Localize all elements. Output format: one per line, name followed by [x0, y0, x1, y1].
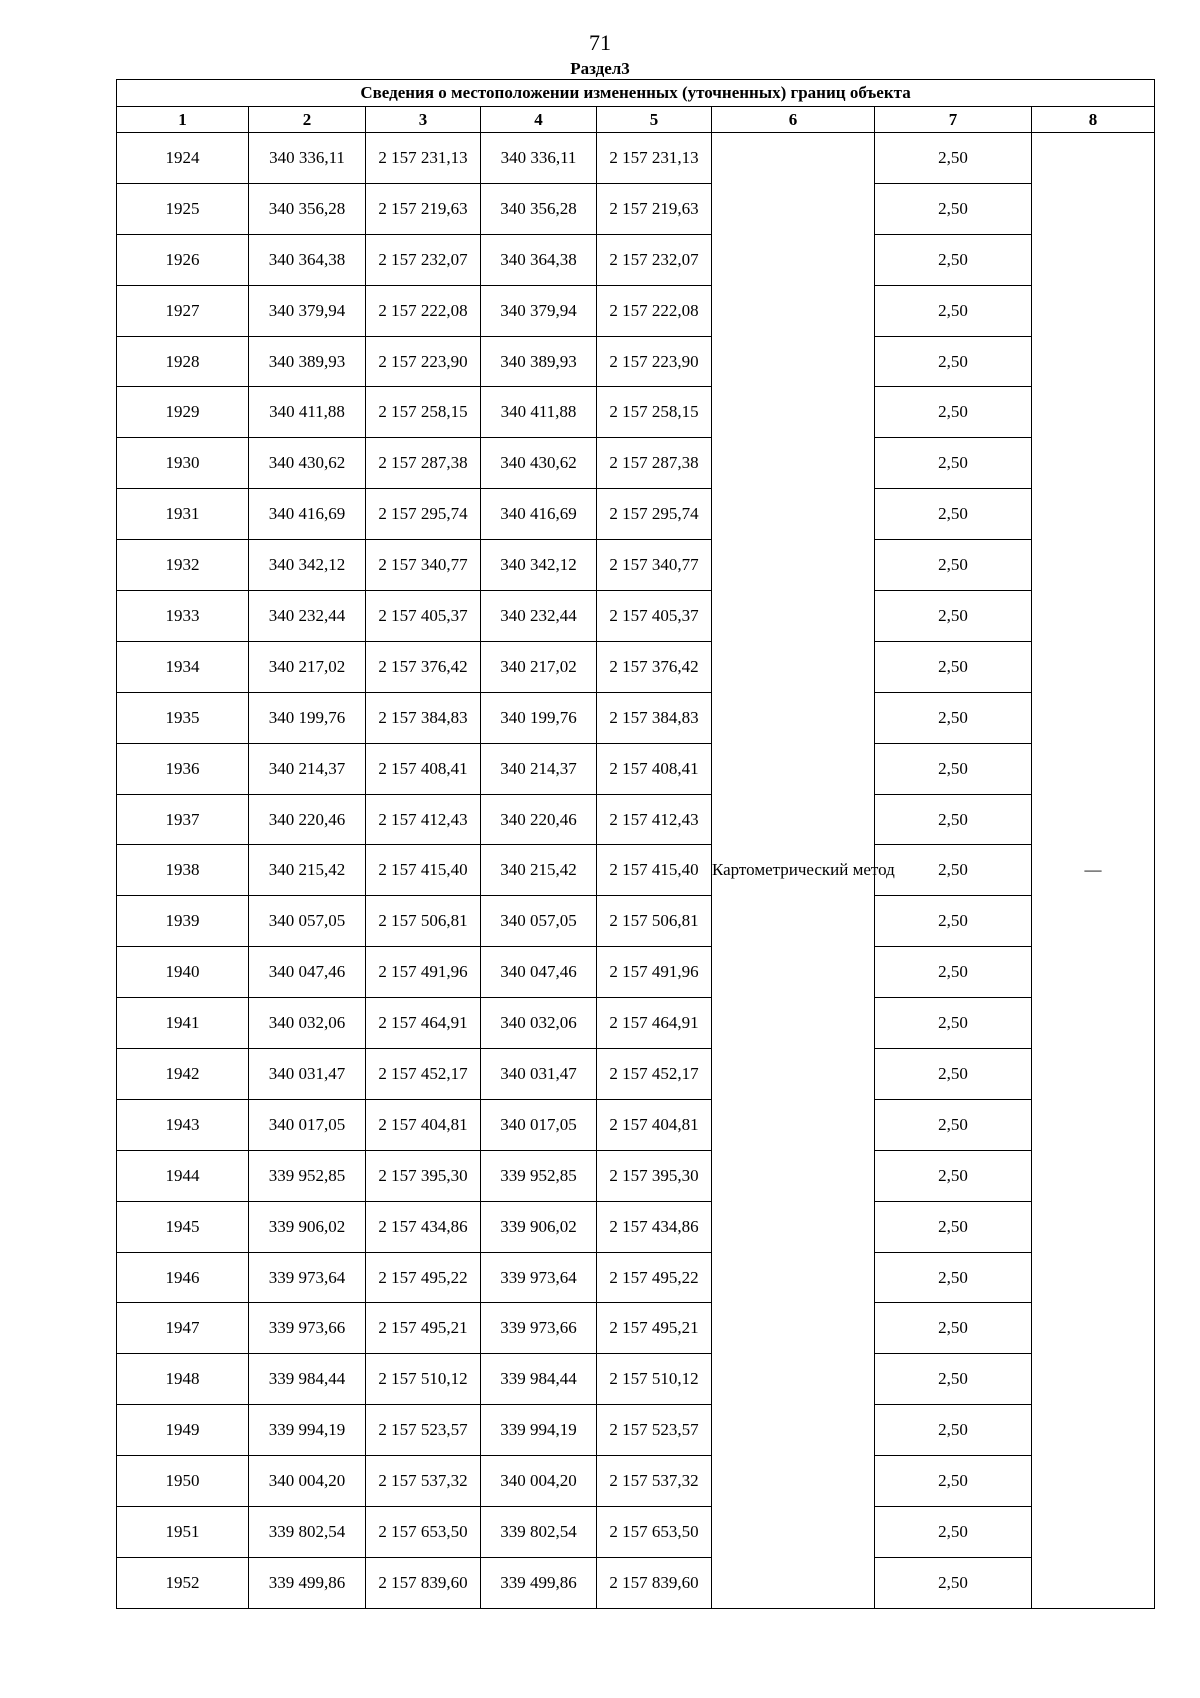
table-row — [117, 234, 1155, 285]
x-new-cell: 339 973,64 — [481, 1252, 597, 1303]
column-number: 8 — [1032, 107, 1155, 133]
y-old-cell: 2 157 395,30 — [366, 1150, 481, 1201]
x-new-cell: 339 499,86 — [481, 1557, 597, 1608]
point-number-cell: 1924 — [117, 133, 249, 184]
table-row — [117, 641, 1155, 692]
point-number-cell: 1947 — [117, 1303, 249, 1354]
y-new-cell: 2 157 434,86 — [597, 1201, 712, 1252]
x-old-cell: 340 389,93 — [249, 336, 366, 387]
x-new-cell: 340 199,76 — [481, 692, 597, 743]
point-number-cell: 1945 — [117, 1201, 249, 1252]
table-row — [117, 489, 1155, 540]
accuracy-cell: 2,50 — [875, 591, 1032, 642]
column-number: 2 — [249, 107, 366, 133]
point-number-cell: 1950 — [117, 1456, 249, 1507]
table-row — [117, 1049, 1155, 1100]
x-old-cell: 340 215,42 — [249, 845, 366, 896]
table-row — [117, 998, 1155, 1049]
x-old-cell: 339 952,85 — [249, 1150, 366, 1201]
y-new-cell: 2 157 222,08 — [597, 285, 712, 336]
table-row — [117, 845, 1155, 896]
x-old-cell: 339 973,64 — [249, 1252, 366, 1303]
point-number-cell: 1942 — [117, 1049, 249, 1100]
y-old-cell: 2 157 412,43 — [366, 794, 481, 845]
accuracy-cell: 2,50 — [875, 1252, 1032, 1303]
table-row — [117, 591, 1155, 642]
y-new-cell: 2 157 653,50 — [597, 1507, 712, 1558]
y-new-cell: 2 157 395,30 — [597, 1150, 712, 1201]
y-new-cell: 2 157 405,37 — [597, 591, 712, 642]
note-cell: — — [1032, 133, 1155, 1609]
x-new-cell: 340 416,69 — [481, 489, 597, 540]
x-new-cell: 340 031,47 — [481, 1049, 597, 1100]
accuracy-cell: 2,50 — [875, 336, 1032, 387]
y-old-cell: 2 157 340,77 — [366, 540, 481, 591]
y-old-cell: 2 157 415,40 — [366, 845, 481, 896]
y-new-cell: 2 157 408,41 — [597, 743, 712, 794]
y-old-cell: 2 157 232,07 — [366, 234, 481, 285]
x-old-cell: 340 217,02 — [249, 641, 366, 692]
y-old-cell: 2 157 222,08 — [366, 285, 481, 336]
accuracy-cell: 2,50 — [875, 387, 1032, 438]
x-new-cell: 340 364,38 — [481, 234, 597, 285]
table-row — [117, 1303, 1155, 1354]
y-new-cell: 2 157 452,17 — [597, 1049, 712, 1100]
y-old-cell: 2 157 219,63 — [366, 183, 481, 234]
x-new-cell: 339 952,85 — [481, 1150, 597, 1201]
point-number-cell: 1936 — [117, 743, 249, 794]
table-row — [117, 1252, 1155, 1303]
y-old-cell: 2 157 404,81 — [366, 1099, 481, 1150]
point-number-cell: 1948 — [117, 1354, 249, 1405]
y-new-cell: 2 157 415,40 — [597, 845, 712, 896]
table-row — [117, 285, 1155, 336]
point-number-cell: 1929 — [117, 387, 249, 438]
table-row — [117, 896, 1155, 947]
point-number-cell: 1944 — [117, 1150, 249, 1201]
y-new-cell: 2 157 839,60 — [597, 1557, 712, 1608]
y-old-cell: 2 157 506,81 — [366, 896, 481, 947]
accuracy-cell: 2,50 — [875, 285, 1032, 336]
y-new-cell: 2 157 295,74 — [597, 489, 712, 540]
point-number-cell: 1927 — [117, 285, 249, 336]
accuracy-cell: 2,50 — [875, 794, 1032, 845]
column-number: 5 — [597, 107, 712, 133]
x-new-cell: 339 994,19 — [481, 1405, 597, 1456]
table-row — [117, 1201, 1155, 1252]
x-old-cell: 340 430,62 — [249, 438, 366, 489]
x-old-cell: 339 984,44 — [249, 1354, 366, 1405]
accuracy-cell: 2,50 — [875, 438, 1032, 489]
point-number-cell: 1926 — [117, 234, 249, 285]
table-row — [117, 947, 1155, 998]
table-row — [117, 1405, 1155, 1456]
point-number-cell: 1949 — [117, 1405, 249, 1456]
x-new-cell: 340 217,02 — [481, 641, 597, 692]
x-new-cell: 340 047,46 — [481, 947, 597, 998]
y-new-cell: 2 157 223,90 — [597, 336, 712, 387]
accuracy-cell: 2,50 — [875, 1049, 1032, 1100]
accuracy-cell: 2,50 — [875, 133, 1032, 184]
accuracy-cell: 2,50 — [875, 896, 1032, 947]
y-new-cell: 2 157 495,21 — [597, 1303, 712, 1354]
column-number: 6 — [712, 107, 875, 133]
x-new-cell: 339 802,54 — [481, 1507, 597, 1558]
table-caption: Сведения о местоположении измененных (уточненных) границ объекта — [117, 80, 1155, 107]
y-old-cell: 2 157 510,12 — [366, 1354, 481, 1405]
table-row — [117, 1150, 1155, 1201]
y-old-cell: 2 157 287,38 — [366, 438, 481, 489]
x-old-cell: 340 032,06 — [249, 998, 366, 1049]
boundary-coordinates-table — [116, 79, 1155, 1609]
y-new-cell: 2 157 491,96 — [597, 947, 712, 998]
y-new-cell: 2 157 523,57 — [597, 1405, 712, 1456]
x-old-cell: 340 031,47 — [249, 1049, 366, 1100]
y-new-cell: 2 157 287,38 — [597, 438, 712, 489]
x-old-cell: 340 199,76 — [249, 692, 366, 743]
y-old-cell: 2 157 258,15 — [366, 387, 481, 438]
page-number: 71 — [589, 30, 611, 55]
x-new-cell: 340 389,93 — [481, 336, 597, 387]
x-old-cell: 340 364,38 — [249, 234, 366, 285]
y-old-cell: 2 157 464,91 — [366, 998, 481, 1049]
accuracy-cell: 2,50 — [875, 1557, 1032, 1608]
section-title: Раздел3 — [570, 59, 630, 78]
column-number: 4 — [481, 107, 597, 133]
y-new-cell: 2 157 219,63 — [597, 183, 712, 234]
accuracy-cell: 2,50 — [875, 489, 1032, 540]
column-number: 3 — [366, 107, 481, 133]
x-new-cell: 340 057,05 — [481, 896, 597, 947]
x-old-cell: 340 017,05 — [249, 1099, 366, 1150]
accuracy-cell: 2,50 — [875, 183, 1032, 234]
x-old-cell: 340 004,20 — [249, 1456, 366, 1507]
x-old-cell: 340 214,37 — [249, 743, 366, 794]
y-new-cell: 2 157 506,81 — [597, 896, 712, 947]
point-number-cell: 1952 — [117, 1557, 249, 1608]
point-number-cell: 1931 — [117, 489, 249, 540]
y-old-cell: 2 157 653,50 — [366, 1507, 481, 1558]
x-old-cell: 339 994,19 — [249, 1405, 366, 1456]
accuracy-cell: 2,50 — [875, 540, 1032, 591]
column-number: 1 — [117, 107, 249, 133]
accuracy-cell: 2,50 — [875, 692, 1032, 743]
y-old-cell: 2 157 223,90 — [366, 336, 481, 387]
y-old-cell: 2 157 491,96 — [366, 947, 481, 998]
x-new-cell: 340 032,06 — [481, 998, 597, 1049]
x-new-cell: 340 411,88 — [481, 387, 597, 438]
point-number-cell: 1940 — [117, 947, 249, 998]
table-row — [117, 133, 1155, 184]
x-old-cell: 339 973,66 — [249, 1303, 366, 1354]
y-new-cell: 2 157 495,22 — [597, 1252, 712, 1303]
x-new-cell: 340 336,11 — [481, 133, 597, 184]
x-old-cell: 340 220,46 — [249, 794, 366, 845]
y-old-cell: 2 157 376,42 — [366, 641, 481, 692]
x-old-cell: 340 356,28 — [249, 183, 366, 234]
x-new-cell: 339 984,44 — [481, 1354, 597, 1405]
accuracy-cell: 2,50 — [875, 1456, 1032, 1507]
x-new-cell: 340 215,42 — [481, 845, 597, 896]
x-old-cell: 340 057,05 — [249, 896, 366, 947]
x-old-cell: 339 499,86 — [249, 1557, 366, 1608]
point-number-cell: 1932 — [117, 540, 249, 591]
y-old-cell: 2 157 495,21 — [366, 1303, 481, 1354]
column-number-row — [117, 107, 1155, 133]
table-row — [117, 692, 1155, 743]
accuracy-cell: 2,50 — [875, 998, 1032, 1049]
y-new-cell: 2 157 384,83 — [597, 692, 712, 743]
point-number-cell: 1937 — [117, 794, 249, 845]
y-old-cell: 2 157 408,41 — [366, 743, 481, 794]
table-row — [117, 540, 1155, 591]
accuracy-cell: 2,50 — [875, 234, 1032, 285]
x-new-cell: 340 004,20 — [481, 1456, 597, 1507]
table-row — [117, 1456, 1155, 1507]
y-new-cell: 2 157 232,07 — [597, 234, 712, 285]
y-old-cell: 2 157 452,17 — [366, 1049, 481, 1100]
table-row — [117, 1557, 1155, 1608]
point-number-cell: 1930 — [117, 438, 249, 489]
y-old-cell: 2 157 495,22 — [366, 1252, 481, 1303]
accuracy-cell: 2,50 — [875, 1405, 1032, 1456]
method-cell: Картометрический метод — [712, 133, 875, 1609]
accuracy-cell: 2,50 — [875, 1099, 1032, 1150]
x-new-cell: 340 232,44 — [481, 591, 597, 642]
x-old-cell: 340 047,46 — [249, 947, 366, 998]
point-number-cell: 1935 — [117, 692, 249, 743]
table-row — [117, 1354, 1155, 1405]
table-row — [117, 794, 1155, 845]
y-old-cell: 2 157 839,60 — [366, 1557, 481, 1608]
y-old-cell: 2 157 384,83 — [366, 692, 481, 743]
x-old-cell: 339 906,02 — [249, 1201, 366, 1252]
y-new-cell: 2 157 340,77 — [597, 540, 712, 591]
table-row — [117, 438, 1155, 489]
x-old-cell: 339 802,54 — [249, 1507, 366, 1558]
column-number: 7 — [875, 107, 1032, 133]
accuracy-cell: 2,50 — [875, 641, 1032, 692]
table-row — [117, 743, 1155, 794]
accuracy-cell: 2,50 — [875, 1303, 1032, 1354]
y-new-cell: 2 157 376,42 — [597, 641, 712, 692]
point-number-cell: 1946 — [117, 1252, 249, 1303]
y-new-cell: 2 157 404,81 — [597, 1099, 712, 1150]
table-row — [117, 336, 1155, 387]
x-old-cell: 340 416,69 — [249, 489, 366, 540]
y-new-cell: 2 157 258,15 — [597, 387, 712, 438]
x-new-cell: 340 356,28 — [481, 183, 597, 234]
y-new-cell: 2 157 537,32 — [597, 1456, 712, 1507]
accuracy-cell: 2,50 — [875, 1150, 1032, 1201]
x-new-cell: 340 220,46 — [481, 794, 597, 845]
y-new-cell: 2 157 510,12 — [597, 1354, 712, 1405]
table-row — [117, 1099, 1155, 1150]
y-new-cell: 2 157 412,43 — [597, 794, 712, 845]
x-new-cell: 340 017,05 — [481, 1099, 597, 1150]
table-body — [117, 133, 1155, 1609]
accuracy-cell: 2,50 — [875, 1507, 1032, 1558]
x-old-cell: 340 232,44 — [249, 591, 366, 642]
y-old-cell: 2 157 405,37 — [366, 591, 481, 642]
y-old-cell: 2 157 231,13 — [366, 133, 481, 184]
point-number-cell: 1951 — [117, 1507, 249, 1558]
accuracy-cell: 2,50 — [875, 1201, 1032, 1252]
x-new-cell: 340 379,94 — [481, 285, 597, 336]
y-new-cell: 2 157 231,13 — [597, 133, 712, 184]
x-old-cell: 340 342,12 — [249, 540, 366, 591]
table-row — [117, 387, 1155, 438]
x-new-cell: 339 973,66 — [481, 1303, 597, 1354]
accuracy-cell: 2,50 — [875, 1354, 1032, 1405]
x-new-cell: 339 906,02 — [481, 1201, 597, 1252]
point-number-cell: 1938 — [117, 845, 249, 896]
y-old-cell: 2 157 523,57 — [366, 1405, 481, 1456]
point-number-cell: 1939 — [117, 896, 249, 947]
x-old-cell: 340 336,11 — [249, 133, 366, 184]
x-new-cell: 340 342,12 — [481, 540, 597, 591]
y-new-cell: 2 157 464,91 — [597, 998, 712, 1049]
point-number-cell: 1941 — [117, 998, 249, 1049]
table-row — [117, 1507, 1155, 1558]
accuracy-cell: 2,50 — [875, 947, 1032, 998]
y-old-cell: 2 157 537,32 — [366, 1456, 481, 1507]
point-number-cell: 1933 — [117, 591, 249, 642]
table-row — [117, 183, 1155, 234]
accuracy-cell: 2,50 — [875, 743, 1032, 794]
x-old-cell: 340 411,88 — [249, 387, 366, 438]
accuracy-cell: 2,50 — [875, 845, 1032, 896]
point-number-cell: 1925 — [117, 183, 249, 234]
point-number-cell: 1934 — [117, 641, 249, 692]
point-number-cell: 1928 — [117, 336, 249, 387]
point-number-cell: 1943 — [117, 1099, 249, 1150]
y-old-cell: 2 157 295,74 — [366, 489, 481, 540]
x-old-cell: 340 379,94 — [249, 285, 366, 336]
y-old-cell: 2 157 434,86 — [366, 1201, 481, 1252]
x-new-cell: 340 214,37 — [481, 743, 597, 794]
x-new-cell: 340 430,62 — [481, 438, 597, 489]
